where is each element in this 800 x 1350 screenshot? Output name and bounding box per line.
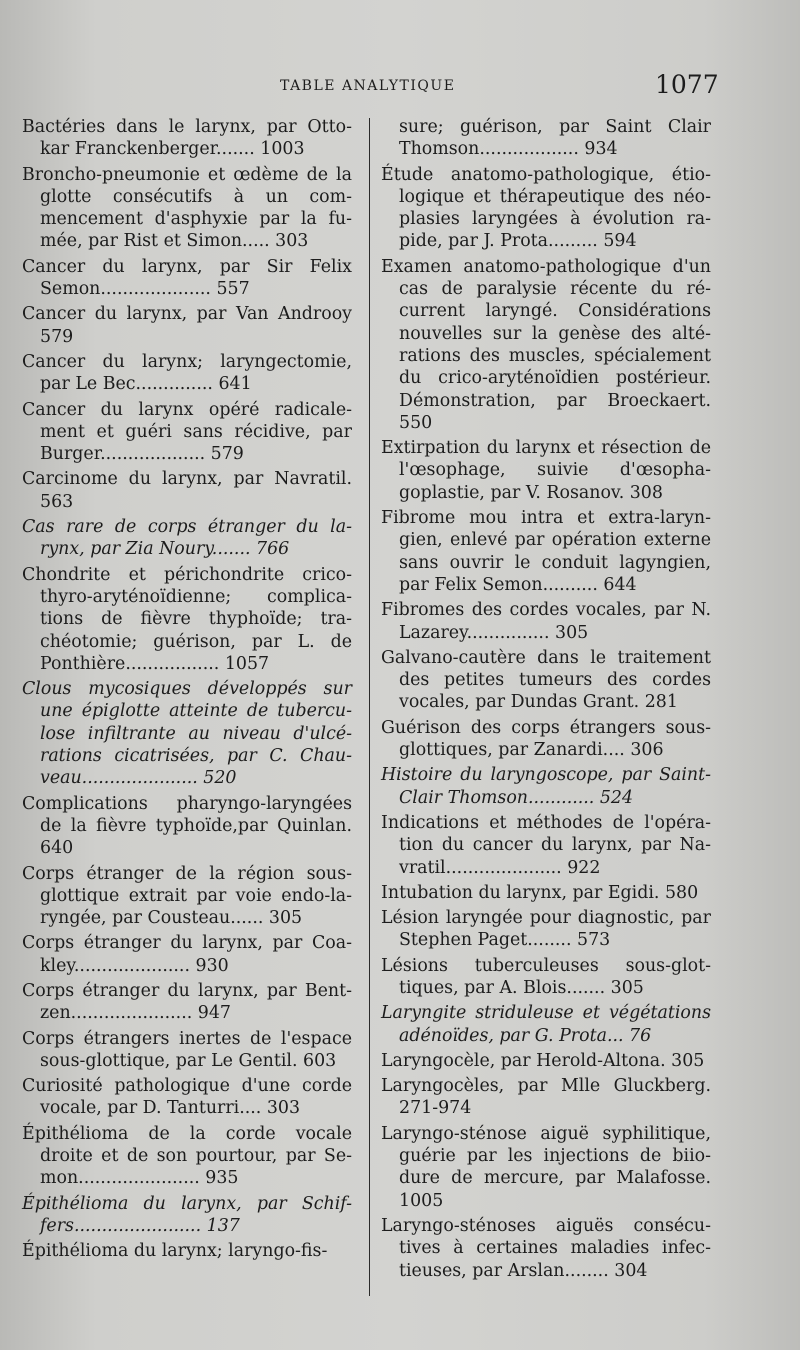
page-number: 1077	[655, 70, 719, 99]
index-entry: Laryngo-sténoses aiguës consécu-tives à certaines maladies infec-tieuses, par Arslan........ 304	[381, 1215, 711, 1281]
index-entry: Indications et méthodes de l'opéra-tion du cancer du larynx, par Na-vratil..................... 922	[381, 812, 711, 878]
index-entry: Chondrite et périchondrite crico-thyro-aryténoïdienne; complica-tions de fièvre thyphoïde; tra-chéotomie; guérison, par L. de Ponthière................. 1057	[22, 564, 352, 674]
page-header	[0, 70, 800, 106]
index-entry-continuation: sure; guérison, par Saint Clair Thomson.................. 934	[399, 117, 711, 160]
index-entry: Corps étranger de la région sous-glottique extrait par voie endo-la-ryngée, par Cousteau...... 305	[22, 863, 352, 929]
index-entry: Complications pharyngo-laryngées de la fièvre typhoïde,par Quinlan. 640	[22, 793, 352, 859]
index-entry: Clous mycosiques développés sur une épiglotte atteinte de tubercu-lose infiltrante au niveau d'ulcé-rations cicatrisées, par C. Chau-veau..................... 520	[22, 679, 352, 789]
index-entry: Épithélioma du larynx, par Schif-fers....................... 137	[22, 1193, 352, 1236]
index-entry: Laryngite striduleuse et végétations adénoïdes, par G. Prota... 76	[381, 1003, 711, 1046]
index-entry: Fibromes des cordes vocales, par N. Lazarey............... 305	[381, 600, 711, 643]
index-entry: Bactéries dans le larynx, par Otto-kar Franckenberger....... 1003	[22, 117, 352, 160]
index-entry: Lésions tuberculeuses sous-glot-tiques, par A. Blois....... 305	[381, 955, 711, 998]
index-entry: Cancer du larynx, par Van Androoy 579	[22, 304, 352, 347]
index-entry: Corps étranger du larynx, par Coa-kley..................... 930	[22, 933, 352, 976]
index-entry: Galvano-cautère dans le traitement des petites tumeurs des cordes vocales, par Dundas Grant. 281	[381, 647, 711, 713]
left-column	[22, 116, 352, 1266]
running-title: TABLE ANALYTIQUE	[280, 78, 456, 94]
index-entry: Examen anatomo-pathologique d'un cas de paralysie récente du ré-current laryngé. Considérations nouvelles sur la genèse des alté-rations des muscles, spécialement du crico-aryténoïdien postérieur. Démonstration, par Broeckaert. 550	[381, 256, 711, 433]
index-entry: Cas rare de corps étranger du la-rynx, par Zia Noury....... 766	[22, 517, 352, 560]
index-entry: Fibrome mou intra et extra-laryn-gien, enlevé par opération externe sans ouvrir le conduit lagyngien, par Felix Semon.......... 644	[381, 508, 711, 595]
index-entry: Corps étrangers inertes de l'espace sous-glottique, par Le Gentil. 603	[22, 1028, 352, 1071]
index-entry: Laryngocèle, par Herold-Altona. 305	[381, 1050, 705, 1071]
index-entry: Extirpation du larynx et résection de l'œsophage, suivie d'œsopha-goplastie, par V. Rosanov. 308	[381, 438, 711, 503]
index-entry: Laryngocèles, par Mlle Gluckberg. 271-974	[381, 1076, 711, 1119]
index-entry: Lésion laryngée pour diagnostic, par Stephen Paget........ 573	[381, 908, 711, 951]
index-entry: Laryngo-sténose aiguë syphilitique, guérie par les injections de biio-dure de mercure, par Malafosse. 1005	[381, 1123, 711, 1211]
index-entry: Épithélioma du larynx; laryngo-fis-	[22, 1241, 328, 1262]
index-entry: Étude anatomo-pathologique, étio-logique et thérapeutique des néo-plasies laryngées à évolution ra-pide, par J. Prota......... 594	[381, 164, 711, 252]
index-entry: Cancer du larynx; laryngectomie, par Le Bec.............. 641	[22, 351, 352, 395]
index-entry: Broncho-pneumonie et œdème de la glotte consécutifs à un com-mencement d'asphyxie par la fu-mée, par Rist et Simon..... 303	[22, 164, 352, 252]
index-entry: Intubation du larynx, par Egidi. 580	[381, 882, 699, 903]
index-entry: Curiosité pathologique d'une corde vocale, par D. Tanturri.... 303	[22, 1076, 352, 1119]
index-entry: Carcinome du larynx, par Navratil. 563	[22, 469, 352, 512]
index-entry: Guérison des corps étrangers sous-glottiques, par Zanardi.... 306	[381, 717, 711, 761]
index-entry: Corps étranger du larynx, par Bent-zen...................... 947	[22, 980, 352, 1024]
right-column	[381, 116, 711, 1285]
column-divider	[369, 118, 370, 1296]
index-entry: Histoire du laryngoscope, par Saint-Clair Thomson............ 524	[381, 765, 711, 808]
index-entry: Cancer du larynx, par Sir Felix Semon.................... 557	[22, 256, 352, 300]
index-entry: Cancer du larynx opéré radicale-ment et guéri sans récidive, par Burger................... 579	[22, 399, 352, 465]
index-entry: Épithélioma de la corde vocale droite et de son pourtour, par Se-mon...................... 935	[22, 1123, 352, 1189]
